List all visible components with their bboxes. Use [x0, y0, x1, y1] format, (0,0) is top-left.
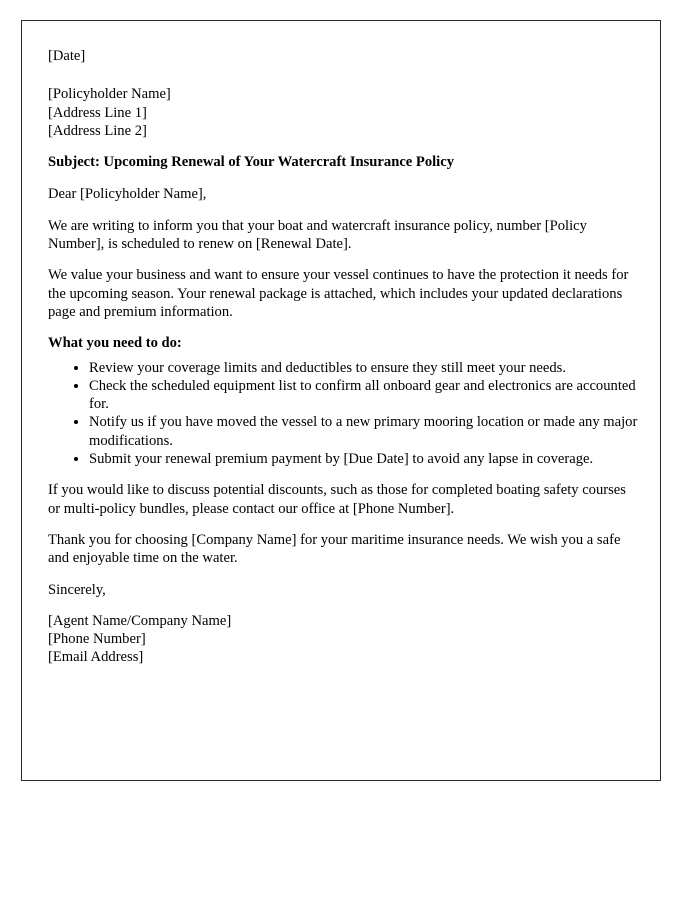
- body-paragraph-1: We are writing to inform you that your boat and watercraft insurance policy, number [Policy Number], is scheduled to renew on [Renewal Date].: [48, 217, 587, 253]
- list-item: • Notify us if you have moved the vessel to a new primary mooring location or made any major modifications.: [89, 413, 638, 450]
- date-line: [Date]: [48, 48, 86, 64]
- recipient-address-block: [48, 85, 638, 140]
- sign-off: Sincerely,: [48, 581, 106, 598]
- closing-paragraph-1: If you would like to discuss potential discounts, such as those for completed boating safety courses or multi-policy bundles, please contact our office at [Phone Number].: [48, 482, 626, 517]
- body-paragraph-2: We value your business and want to ensure your vessel continues to have the protection it needs for the upcoming season. Your renewal package is attached, which includes your updated declarations page and premium information.: [48, 267, 629, 320]
- recipient-name: [Policyholder Name]: [48, 86, 171, 103]
- list-item: • Review your coverage limits and deductibles to ensure they still meet your needs.: [89, 359, 638, 377]
- action-heading: What you need to do:: [48, 335, 182, 352]
- signature-phone: [Phone Number]: [48, 631, 146, 648]
- action-item-list: [48, 359, 638, 469]
- recipient-address-line-2: [Address Line 2]: [48, 122, 147, 139]
- signature-agent-name: [Agent Name/Company Name]: [48, 612, 232, 629]
- document-page: [21, 20, 661, 781]
- list-item: • Check the scheduled equipment list to confirm all onboard gear and electronics are accounted for.: [89, 377, 638, 414]
- list-item: • Submit your renewal premium payment by [Due Date] to avoid any lapse in coverage.: [89, 450, 638, 468]
- salutation: Dear [Policyholder Name],: [48, 186, 207, 203]
- signature-block: [48, 612, 638, 667]
- letter-body: [48, 47, 638, 667]
- recipient-address-line-1: [Address Line 1]: [48, 104, 147, 121]
- signature-email: [Email Address]: [48, 649, 144, 666]
- subject-line: Subject: Upcoming Renewal of Your Watercraft Insurance Policy: [48, 154, 455, 171]
- closing-paragraph-2: Thank you for choosing [Company Name] for your maritime insurance needs. We wish you a safe and enjoyable time on the water.: [48, 531, 621, 567]
